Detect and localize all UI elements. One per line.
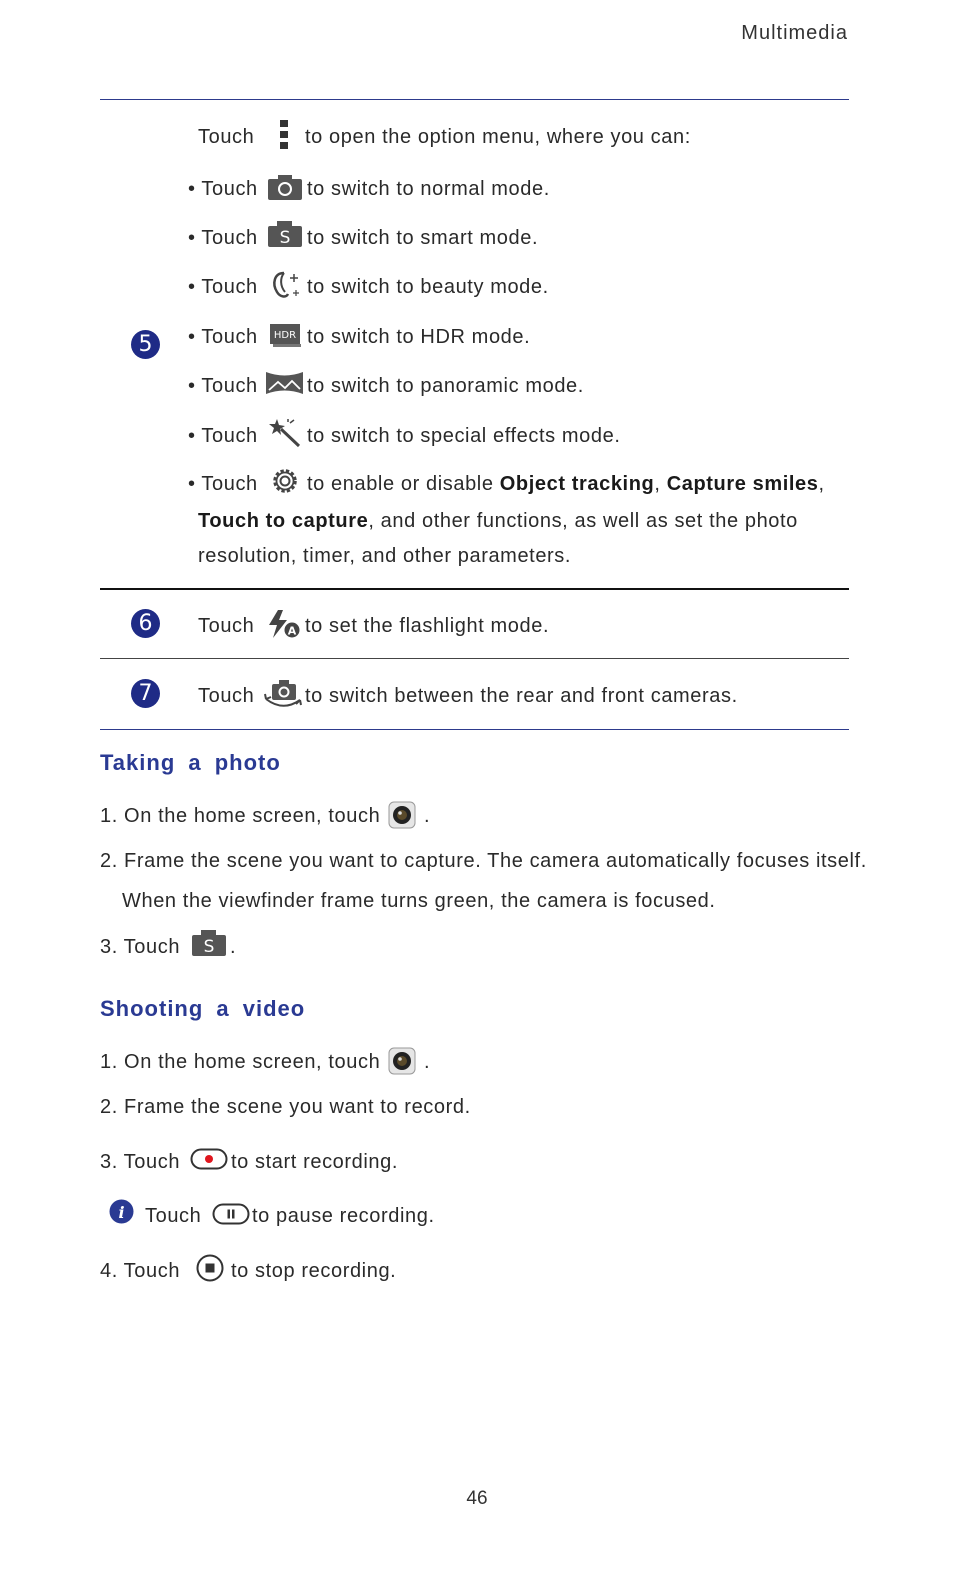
panorama-icon <box>265 370 304 396</box>
svg-text:HDR: HDR <box>273 330 297 341</box>
row6-touch: Touch <box>198 615 255 637</box>
svg-text:S: S <box>279 228 291 248</box>
photo-step-3: 3. Touch <box>100 936 181 958</box>
camera-app-icon <box>388 801 416 829</box>
bullet-lead: • Touch <box>188 326 258 348</box>
bullet-text: to switch to smart mode. <box>307 227 539 249</box>
settings-line-2: Touch to capture, and other functions, as well as set the photo <box>198 510 798 532</box>
stop-icon <box>196 1254 224 1282</box>
photo-step-3-end: . <box>230 936 237 958</box>
bullet-text: to switch to normal mode. <box>307 178 550 200</box>
video-step-3-end: to start recording. <box>231 1151 399 1173</box>
flash-auto-icon <box>266 609 300 639</box>
photo-step-1-end: . <box>424 805 431 827</box>
row7-touch: Touch <box>198 685 255 707</box>
section-title-shooting-video: Shooting a video <box>100 996 306 1021</box>
beauty-icon <box>268 270 302 300</box>
svg-text:S: S <box>203 937 215 957</box>
video-step-4-end: to stop recording. <box>231 1260 397 1282</box>
note-touch: Touch <box>145 1205 202 1227</box>
bullet-lead: • Touch <box>188 178 258 200</box>
svg-text:A: A <box>287 624 297 638</box>
step-badge-6: 6 <box>131 609 160 638</box>
more-options-icon <box>278 118 290 150</box>
photo-step-2-line-2: When the viewfinder frame turns green, the camera is focused. <box>122 890 716 912</box>
note-text: to pause recording. <box>252 1205 435 1227</box>
video-step-3: 3. Touch <box>100 1151 181 1173</box>
bullet-text: to switch to panoramic mode. <box>307 375 584 397</box>
hdr-icon <box>269 323 302 347</box>
bullet-text: to switch to special effects mode. <box>307 425 621 447</box>
step-badge-7: 7 <box>131 679 160 708</box>
bullet-lead: • Touch <box>188 425 258 447</box>
pause-icon <box>212 1203 250 1225</box>
video-step-1: 1. On the home screen, touch <box>100 1051 381 1073</box>
video-step-1-end: . <box>424 1051 431 1073</box>
gear-icon <box>270 466 300 496</box>
settings-line-1: to enable or disable Object tracking, Capture smiles, <box>307 473 825 495</box>
bullet-lead: • Touch <box>188 375 258 397</box>
table-top-rule <box>100 99 849 100</box>
camera-icon <box>267 175 303 201</box>
row7-text: to switch between the rear and front cameras. <box>305 685 738 707</box>
bullet-text: to switch to HDR mode. <box>307 326 531 348</box>
photo-step-1: 1. On the home screen, touch <box>100 805 381 827</box>
magic-wand-icon <box>268 417 302 448</box>
section-header: Multimedia <box>741 22 848 44</box>
table-bottom-rule <box>100 729 849 730</box>
step-badge-5: 5 <box>131 330 160 359</box>
smart-camera-icon <box>267 221 303 248</box>
svg-text:i: i <box>118 1203 125 1222</box>
intro-text: to open the option menu, where you can: <box>305 126 691 148</box>
bullet-lead: • Touch <box>188 276 258 298</box>
intro-touch: Touch <box>198 126 255 148</box>
shutter-smart-icon <box>191 930 227 957</box>
photo-step-2-line-1: 2. Frame the scene you want to capture. The camera automatically focuses itself. <box>100 850 867 872</box>
row6-text: to set the flashlight mode. <box>305 615 550 637</box>
bullet-text: to switch to beauty mode. <box>307 276 549 298</box>
video-step-2: 2. Frame the scene you want to record. <box>100 1096 471 1118</box>
page-number: 46 <box>466 1488 488 1509</box>
video-step-4: 4. Touch <box>100 1260 181 1282</box>
row-divider <box>100 588 849 590</box>
bullet-lead: • Touch <box>188 227 258 249</box>
record-icon <box>190 1148 228 1170</box>
settings-line-3: resolution, timer, and other parameters. <box>198 545 572 567</box>
switch-camera-icon <box>263 679 303 709</box>
camera-app-icon <box>388 1047 416 1075</box>
section-title-taking-photo: Taking a photo <box>100 750 281 775</box>
info-icon <box>109 1199 134 1224</box>
bullet-lead: • Touch <box>188 473 258 495</box>
row-divider <box>100 658 849 659</box>
